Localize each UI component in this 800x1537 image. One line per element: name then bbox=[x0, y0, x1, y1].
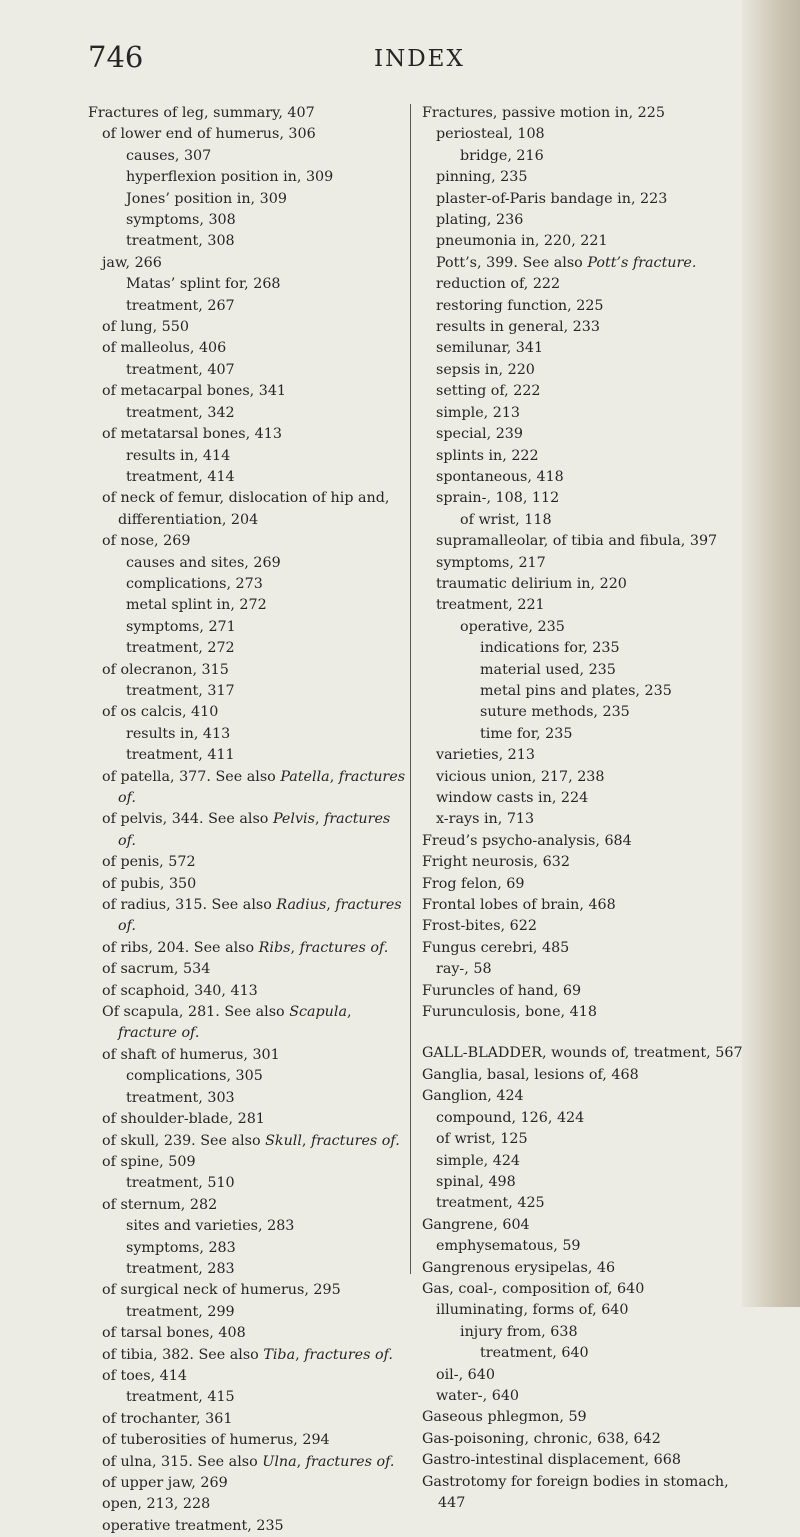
index-subentry: complications, 273 bbox=[126, 575, 263, 592]
index-subentry: of tarsal bones, 408 bbox=[102, 1325, 246, 1342]
index-subentry: treatment, 414 bbox=[126, 468, 235, 485]
index-subentry: treatment, 267 bbox=[126, 297, 235, 314]
running-title: INDEX bbox=[374, 46, 465, 72]
index-subentry: of spine, 509 bbox=[102, 1153, 196, 1170]
index-subentry: treatment, 303 bbox=[126, 1089, 235, 1106]
index-heading-entry: Furunculosis, bone, 418 bbox=[422, 1004, 597, 1021]
index-subentry: of ribs, 204. See also Ribs, fractures of. bbox=[102, 939, 389, 956]
index-subentry: of scaphoid, 340, 413 bbox=[102, 982, 258, 999]
index-heading-entry: GALL-BLADDER, wounds of, treatment, 567 bbox=[422, 1045, 743, 1062]
index-subentry: periosteal, 108 bbox=[436, 126, 545, 143]
index-subentry: of surgical neck of humerus, 295 bbox=[102, 1282, 341, 1299]
index-heading-entry: Fractures, passive motion in, 225 bbox=[422, 105, 665, 121]
index-heading-entry: Gaseous phlegmon, 59 bbox=[422, 1409, 587, 1426]
index-subentry: treatment, 407 bbox=[126, 361, 235, 378]
index-subentry: symptoms, 217 bbox=[436, 554, 546, 571]
index-heading-entry: Ganglion, 424 bbox=[422, 1088, 524, 1105]
index-subentry: results in, 414 bbox=[126, 447, 231, 464]
index-subentry: of wrist, 125 bbox=[436, 1131, 528, 1148]
index-subentry: material used, 235 bbox=[480, 661, 616, 678]
index-subentry: sprain-, 108, 112 bbox=[436, 490, 560, 507]
index-subentry: results in general, 233 bbox=[436, 319, 600, 336]
index-subentry: symptoms, 308 bbox=[126, 212, 236, 229]
index-subentry: setting of, 222 bbox=[436, 383, 541, 400]
index-heading-entry: Furuncles of hand, 69 bbox=[422, 982, 582, 999]
index-subentry: of shoulder-blade, 281 bbox=[102, 1111, 265, 1128]
index-subentry: results in, 413 bbox=[126, 725, 231, 742]
index-heading-entry: Gangrenous erysipelas, 46 bbox=[422, 1259, 616, 1276]
index-heading-entry: Frost-bites, 622 bbox=[422, 918, 537, 935]
index-subentry: symptoms, 271 bbox=[126, 618, 236, 635]
index-subentry: indications for, 235 bbox=[480, 640, 620, 657]
index-subentry: treatment, 221 bbox=[436, 597, 545, 614]
index-subentry: of patella, 377. See also Patella, fractures of. bbox=[102, 768, 406, 806]
index-subentry: sites and varieties, 283 bbox=[126, 1218, 295, 1235]
index-subentry: metal pins and plates, 235 bbox=[480, 682, 672, 699]
index-subentry: suture methods, 235 bbox=[480, 704, 630, 721]
index-subentry: treatment, 308 bbox=[126, 233, 235, 250]
index-subentry: of radius, 315. See also Radius, fractures of. bbox=[102, 897, 402, 935]
index-subentry: symptoms, 283 bbox=[126, 1239, 236, 1256]
index-subentry: Matas’ splint for, 268 bbox=[126, 276, 281, 293]
index-subentry: vicious union, 217, 238 bbox=[436, 768, 605, 785]
index-subentry: of neck of femur, dislocation of hip and, differentiation, 204 bbox=[102, 490, 390, 528]
index-subentry: sepsis in, 220 bbox=[436, 361, 535, 378]
index-subentry: of sternum, 282 bbox=[102, 1196, 218, 1213]
index-subentry: treatment, 640 bbox=[480, 1345, 589, 1362]
index-subentry: jaw, 266 bbox=[102, 254, 162, 271]
index-heading-entry: Gas, coal-, composition of, 640 bbox=[422, 1280, 645, 1297]
index-subentry: plaster-of-Paris bandage in, 223 bbox=[436, 190, 668, 207]
index-subentry: illuminating, forms of, 640 bbox=[436, 1302, 629, 1319]
index-heading-entry: Gas-poisoning, chronic, 638, 642 bbox=[422, 1430, 661, 1447]
index-subentry: oil-, 640 bbox=[436, 1366, 495, 1383]
index-subentry: of olecranon, 315 bbox=[102, 661, 229, 678]
index-subentry: treatment, 425 bbox=[436, 1195, 545, 1212]
index-heading-entry: Freud’s psycho-analysis, 684 bbox=[422, 832, 632, 849]
index-subentry: bridge, 216 bbox=[460, 147, 544, 164]
index-subentry: causes and sites, 269 bbox=[126, 554, 281, 571]
index-heading-entry: Frog felon, 69 bbox=[422, 875, 525, 892]
index-subentry: of sacrum, 534 bbox=[102, 961, 211, 978]
column-divider bbox=[410, 104, 411, 1274]
index-subentry: traumatic delirium in, 220 bbox=[436, 575, 627, 592]
index-subentry: open, 213, 228 bbox=[102, 1496, 211, 1513]
index-subentry: treatment, 510 bbox=[126, 1175, 235, 1192]
index-subentry: of metatarsal bones, 413 bbox=[102, 426, 282, 443]
index-subentry: of skull, 239. See also Skull, fractures of. bbox=[102, 1132, 400, 1149]
index-subentry: spinal, 498 bbox=[436, 1173, 516, 1190]
index-subentry: operative, 235 bbox=[460, 618, 565, 635]
index-subentry: splints in, 222 bbox=[436, 447, 539, 464]
index-subentry: of tuberosities of humerus, 294 bbox=[102, 1432, 330, 1449]
index-heading-entry: Gastrotomy for foreign bodies in stomach, 447 bbox=[422, 1473, 729, 1511]
index-subentry: of ulna, 315. See also Ulna, fractures of. bbox=[102, 1453, 395, 1470]
index-subentry: of tibia, 382. See also Tiba, fractures of. bbox=[102, 1346, 393, 1363]
index-column-right bbox=[422, 103, 752, 1514]
index-subentry: treatment, 317 bbox=[126, 682, 235, 699]
index-subentry: supramalleolar, of tibia and fibula, 397 bbox=[436, 533, 718, 550]
index-subentry: special, 239 bbox=[436, 426, 524, 443]
index-subentry: of wrist, 118 bbox=[460, 511, 552, 528]
index-subentry: operative treatment, 235 bbox=[102, 1517, 284, 1534]
index-subentry: of upper jaw, 269 bbox=[102, 1475, 228, 1491]
index-subentry: semilunar, 341 bbox=[436, 340, 544, 357]
index-heading-entry: Gangrene, 604 bbox=[422, 1216, 530, 1233]
index-heading-entry: Frontal lobes of brain, 468 bbox=[422, 897, 616, 914]
index-subentry: of trochanter, 361 bbox=[102, 1410, 233, 1427]
index-subentry: of penis, 572 bbox=[102, 854, 196, 871]
index-subentry: of pelvis, 344. See also Pelvis, fractures of. bbox=[102, 811, 391, 849]
index-subentry: of pubis, 350 bbox=[102, 875, 197, 892]
index-subentry: of malleolus, 406 bbox=[102, 340, 227, 357]
page-header bbox=[0, 40, 760, 90]
index-heading-entry: Ganglia, basal, lesions of, 468 bbox=[422, 1066, 639, 1083]
index-subentry: pinning, 235 bbox=[436, 169, 528, 186]
index-heading-entry: Fright neurosis, 632 bbox=[422, 854, 570, 871]
index-subentry: reduction of, 222 bbox=[436, 276, 561, 293]
index-subentry: of os calcis, 410 bbox=[102, 704, 219, 721]
index-subentry: injury from, 638 bbox=[460, 1323, 578, 1340]
index-subentry: treatment, 415 bbox=[126, 1389, 235, 1406]
page-number: 746 bbox=[88, 40, 144, 74]
index-subentry: of lung, 550 bbox=[102, 319, 189, 336]
index-subentry: pneumonia in, 220, 221 bbox=[436, 233, 608, 250]
index-heading-entry: Gastro-intestinal displacement, 668 bbox=[422, 1452, 681, 1469]
index-subentry: of lower end of humerus, 306 bbox=[102, 126, 316, 143]
index-heading-entry: Fractures of leg, summary, 407 bbox=[88, 105, 315, 121]
index-column-left bbox=[88, 103, 406, 1537]
index-subentry: hyperflexion position in, 309 bbox=[126, 169, 334, 186]
index-subentry: Jones’ position in, 309 bbox=[126, 190, 287, 207]
index-subentry: restoring function, 225 bbox=[436, 297, 604, 314]
index-subentry: of toes, 414 bbox=[102, 1367, 187, 1384]
index-subentry: simple, 213 bbox=[436, 404, 521, 421]
index-subentry: Of scapula, 281. See also Scapula, fracture of. bbox=[102, 1004, 352, 1042]
index-subentry: of metacarpal bones, 341 bbox=[102, 383, 287, 400]
index-subentry: water-, 640 bbox=[436, 1387, 520, 1404]
index-subentry: treatment, 272 bbox=[126, 640, 235, 657]
index-subentry: time for, 235 bbox=[480, 725, 573, 742]
index-subentry: of nose, 269 bbox=[102, 533, 191, 550]
index-subentry: varieties, 213 bbox=[436, 747, 535, 764]
index-subentry: window casts in, 224 bbox=[436, 790, 589, 806]
index-subentry: simple, 424 bbox=[436, 1152, 521, 1169]
index-subentry: x-rays in, 713 bbox=[436, 811, 535, 828]
index-subentry: compound, 126, 424 bbox=[436, 1109, 585, 1126]
index-subentry: of shaft of humerus, 301 bbox=[102, 1046, 280, 1063]
index-subentry: plating, 236 bbox=[436, 212, 524, 229]
index-heading-entry: Fungus cerebri, 485 bbox=[422, 939, 570, 956]
index-subentry: Pott’s, 399. See also Pott’s fracture. bbox=[436, 254, 697, 271]
index-subentry: treatment, 283 bbox=[126, 1260, 235, 1277]
index-subentry: treatment, 299 bbox=[126, 1303, 235, 1320]
index-subentry: causes, 307 bbox=[126, 147, 212, 164]
index-subentry: emphysematous, 59 bbox=[436, 1238, 581, 1255]
index-subentry: treatment, 411 bbox=[126, 747, 235, 764]
section-gap bbox=[422, 1023, 752, 1043]
index-subentry: treatment, 342 bbox=[126, 404, 235, 421]
index-subentry: metal splint in, 272 bbox=[126, 597, 267, 614]
index-subentry: complications, 305 bbox=[126, 1068, 263, 1085]
index-subentry: ray-, 58 bbox=[436, 961, 492, 978]
index-subentry: spontaneous, 418 bbox=[436, 468, 564, 485]
